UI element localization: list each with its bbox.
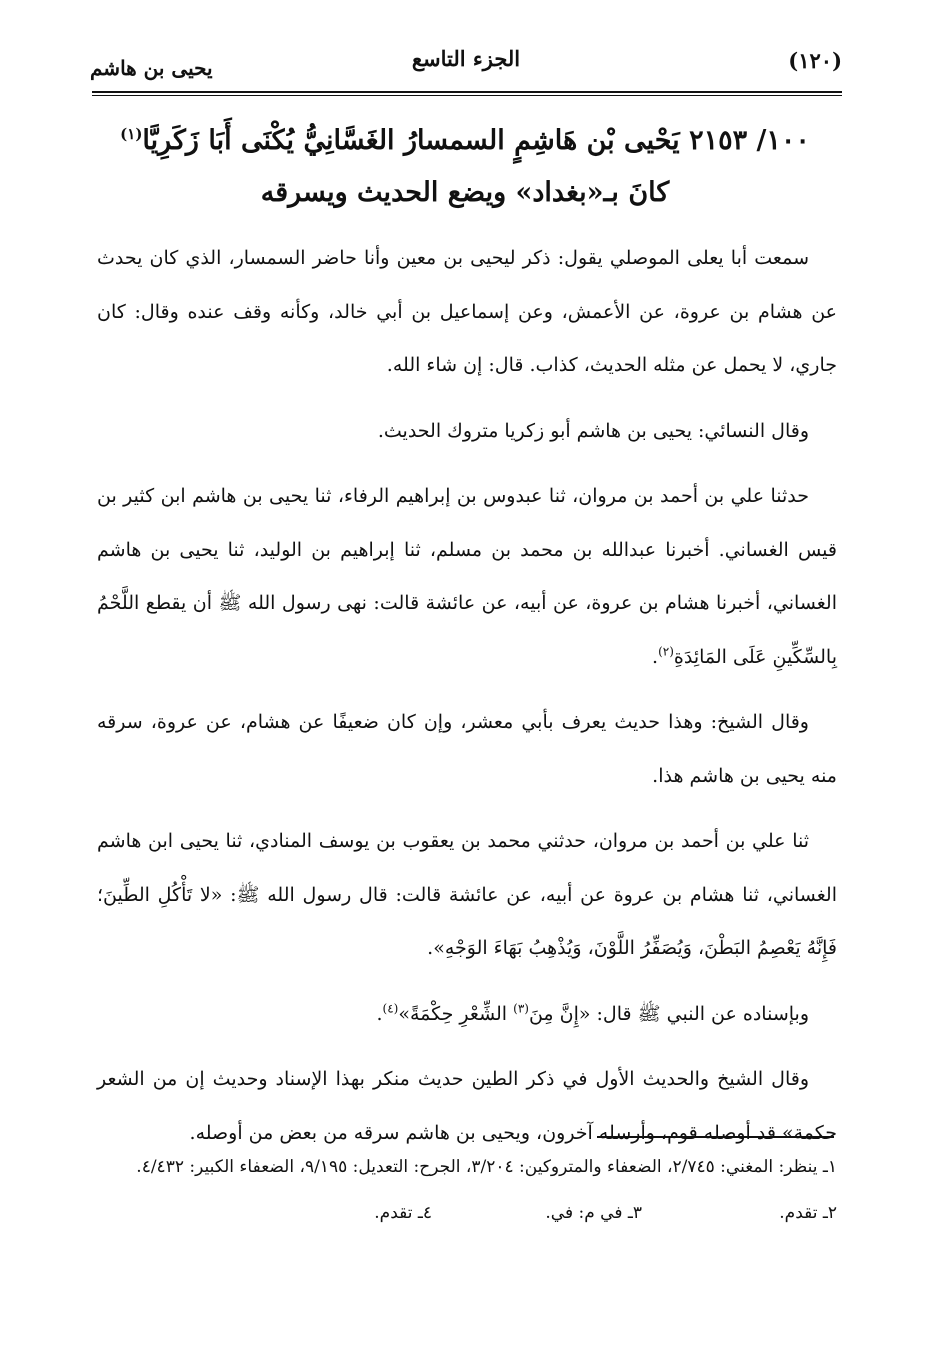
paragraph-text: وبإسناده عن النبي ﷺ قال: «إِنَّ مِنَ	[528, 1002, 809, 1025]
footnote-4: ٤ـ تقدم.	[374, 1203, 432, 1223]
paragraph-tail: .	[376, 1002, 383, 1025]
main-text	[97, 232, 837, 1172]
part-title: الجزء التاسع	[411, 46, 521, 71]
paragraph: ثنا علي بن أحمد بن مروان، حدثني محمد بن يعقوب بن يوسف المنادي، ثنا يحيى ابن هاشم الغساني، ثنا هشام بن عروة عن أبيه، عن عائشة قالت: قال رسول الله ﷺ: «لا تَأْكُلِ الطِّينَ؛ فَإِنَّهُ يَعْصِمُ البَطْنَ، وَيُصَفِّرُ اللَّوْنَ، وَيُذْهِبُ بَهَاءَ الوَجْهِ».	[97, 830, 837, 959]
page-number: (١٢٠)	[788, 48, 842, 73]
footnote-ref: (٣)	[513, 1001, 529, 1016]
footnote-1: ١ـ ينظر: المغني: ٢/٧٤٥، الضعفاء والمتروكين: ٣/٢٠٤، الجرح: التعديل: ٩/١٩٥، الضعفاء الكبير: ٤/٤٣٢.	[136, 1157, 837, 1177]
running-head: يحيى بن هاشم	[90, 56, 213, 80]
paragraph: وقال الشيخ والحديث الأول في ذكر الطين حديث منكر بهذا الإسناد وحديث إن من الشعر حكمة» قد أوصله قوم، وأرسله آخرون، ويحيى بن هاشم سرقه من بعض من أوصله.	[97, 1068, 837, 1144]
footnote-ref: (٢)	[658, 644, 674, 659]
paragraph: وقال النسائي: يحيى بن هاشم أبو زكريا متروك الحديث.	[377, 419, 809, 442]
footnote-3: ٣ـ في م: في.	[545, 1203, 642, 1223]
entry-heading-line2: كانَ بـ«بغداد» ويضع الحديث ويسرقه	[260, 177, 670, 208]
paragraph-tail: الشِّعْرِ حِكْمَةً»	[398, 1002, 514, 1025]
footnote-2: ٢ـ تقدم.	[779, 1203, 837, 1223]
footnote-rule	[597, 1136, 834, 1138]
header-rule	[92, 91, 842, 96]
paragraph: سمعت أبا يعلى الموصلي يقول: ذكر ليحيى بن معين وأنا حاضر السمسار، الذي كان يحدث عن هشام بن عروة، عن الأعمش، وعن إسماعيل بن أبي خالد، وكأنه وقف عنده وقال: كان جاري، لا يحمل عن مثله الحديث، كذاب. قال: إن شاء الله.	[97, 247, 837, 376]
footnote-row	[97, 1196, 837, 1230]
entry-heading	[95, 108, 835, 219]
entry-heading-line1	[95, 108, 835, 167]
footnotes	[97, 1150, 837, 1230]
paragraph: وقال الشيخ: وهذا حديث يعرف بأبي معشر، وإن كان ضعيفًا عن هشام، عن عروة، سرقه منه يحيى بن هاشم هذا.	[97, 711, 837, 787]
entry-heading-text: ١٠٠/ ٢١٥٣ يَحْيى بْن هَاشِمٍ السمسارُ الغَسَّانِيُّ يُكْنَى أَبَا زَكَرِيَّا	[142, 125, 810, 156]
paragraph	[97, 988, 837, 1042]
page-header	[90, 40, 842, 88]
footnote-ref: (٤)	[382, 1001, 399, 1016]
footnote-ref: (١)	[120, 125, 143, 143]
paragraph-text: حدثنا علي بن أحمد بن مروان، ثنا عبدوس بن إبراهيم الرفاء، ثنا يحيى بن هاشم ابن كثير بن قيس الغساني. أخبرنا عبدالله بن محمد بن مسلم، ثنا إبراهيم بن الوليد، ثنا يحيى بن هاشم الغساني، أخبرنا هشام بن عروة، عن أبيه، عن عائشة قالت: نهى رسول الله ﷺ أن يقطع اللَّحْمُ بِالسِّكِّينِ عَلَى المَائِدَةِ	[97, 485, 837, 668]
paragraph	[97, 470, 837, 684]
paragraph-tail: .	[652, 645, 659, 668]
